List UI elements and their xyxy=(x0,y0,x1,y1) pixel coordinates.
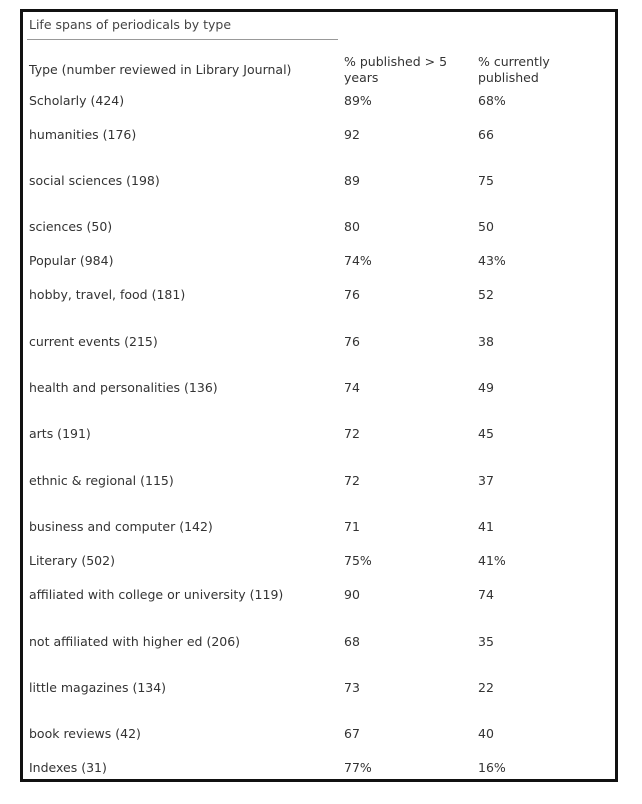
row-6-current: 38 xyxy=(478,334,494,349)
caption-divider xyxy=(27,39,338,40)
row-1-published: 92 xyxy=(344,127,360,142)
header-currently-published: % currently published xyxy=(478,54,550,85)
row-13-published: 68 xyxy=(344,634,360,649)
row-12-published: 90 xyxy=(344,587,360,602)
row-13-current: 35 xyxy=(478,634,494,649)
row-16-published: 77% xyxy=(344,760,372,775)
row-8-published: 72 xyxy=(344,426,360,441)
row-7-published: 74 xyxy=(344,380,360,395)
row-2-published: 89 xyxy=(344,173,360,188)
header-published-over-5-years: % published > 5 years xyxy=(344,54,448,85)
row-14-type: little magazines (134) xyxy=(29,680,167,695)
row-8-current: 45 xyxy=(478,426,494,441)
row-2-current: 75 xyxy=(478,173,494,188)
row-5-published: 76 xyxy=(344,287,360,302)
row-15-current: 40 xyxy=(478,726,494,741)
header-type: Type (number reviewed in Library Journal) xyxy=(29,62,292,77)
row-4-current: 43% xyxy=(478,253,506,268)
row-1-current: 66 xyxy=(478,127,494,142)
row-14-current: 22 xyxy=(478,680,494,695)
row-10-published: 71 xyxy=(344,519,360,534)
periodicals-table xyxy=(20,9,618,782)
row-2-type: social sciences (198) xyxy=(29,173,160,188)
row-3-type: sciences (50) xyxy=(29,219,113,234)
row-14-published: 73 xyxy=(344,680,360,695)
row-6-published: 76 xyxy=(344,334,360,349)
row-0-published: 89% xyxy=(344,93,372,108)
row-10-current: 41 xyxy=(478,519,494,534)
row-16-current: 16% xyxy=(478,760,506,775)
row-9-type: ethnic & regional (115) xyxy=(29,473,174,488)
row-16-type: Indexes (31) xyxy=(29,760,107,775)
table-caption: Life spans of periodicals by type xyxy=(29,17,232,32)
row-13-type: not affiliated with higher ed (206) xyxy=(29,634,241,649)
row-3-current: 50 xyxy=(478,219,494,234)
row-4-type: Popular (984) xyxy=(29,253,114,268)
row-11-type: Literary (502) xyxy=(29,553,115,568)
row-12-type: affiliated with college or university (119) xyxy=(29,587,284,602)
row-8-type: arts (191) xyxy=(29,426,91,441)
row-11-published: 75% xyxy=(344,553,372,568)
row-5-current: 52 xyxy=(478,287,494,302)
row-4-published: 74% xyxy=(344,253,372,268)
row-12-current: 74 xyxy=(478,587,494,602)
row-5-type: hobby, travel, food (181) xyxy=(29,287,186,302)
row-10-type: business and computer (142) xyxy=(29,519,213,534)
row-7-current: 49 xyxy=(478,380,494,395)
row-7-type: health and personalities (136) xyxy=(29,380,218,395)
row-15-published: 67 xyxy=(344,726,360,741)
row-3-published: 80 xyxy=(344,219,360,234)
row-11-current: 41% xyxy=(478,553,506,568)
row-0-current: 68% xyxy=(478,93,506,108)
row-1-type: humanities (176) xyxy=(29,127,137,142)
row-9-published: 72 xyxy=(344,473,360,488)
row-9-current: 37 xyxy=(478,473,494,488)
row-6-type: current events (215) xyxy=(29,334,158,349)
row-15-type: book reviews (42) xyxy=(29,726,141,741)
row-0-type: Scholarly (424) xyxy=(29,93,125,108)
